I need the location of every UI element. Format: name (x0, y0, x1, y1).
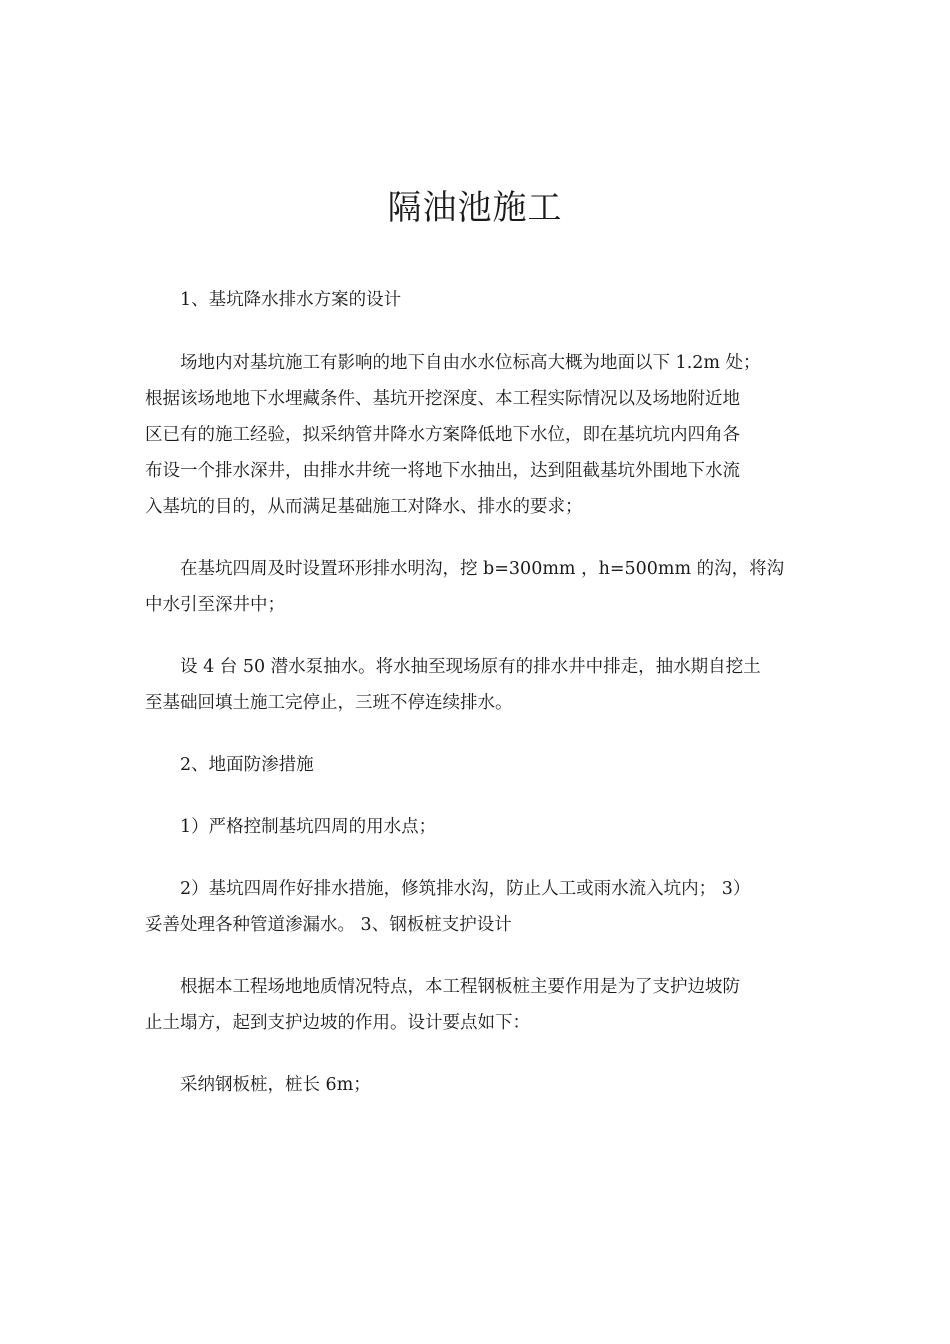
paragraph-line: 根据本工程场地地质情况特点，本工程钢板桩主要作用是为了支护边坡防 (180, 977, 740, 997)
paragraph-line: 中水引至深井中； (145, 595, 285, 615)
document-body (145, 282, 805, 1129)
paragraph-line: 设 4 台 50 潜水泵抽水。将水抽至现场原有的排水井中排走，抽水期自挖土 (180, 657, 761, 677)
paragraph-line: 区已有的施工经验，拟采纳管井降水方案降低地下水位，即在基坑坑内四角各 (145, 425, 740, 445)
paragraph-line: 场地内对基坑施工有影响的地下自由水水位标高大概为地面以下 1.2m 处； (180, 353, 761, 373)
paragraph-line: 在基坑四周及时设置环形排水明沟，挖 b=300mm ，h=500mm 的沟，将沟 (180, 559, 785, 579)
paragraph (145, 747, 805, 783)
paragraph (145, 282, 805, 318)
paragraph (145, 1067, 805, 1103)
paragraph-line: 1、基坑降水排水方案的设计 (180, 290, 402, 310)
paragraph (145, 345, 805, 525)
paragraph (145, 649, 805, 721)
paragraph (145, 809, 805, 845)
paragraph-line: 止土塌方，起到支护边坡的作用。设计要点如下： (145, 1013, 530, 1033)
paragraph-line: 1）严格控制基坑四周的用水点； (180, 817, 437, 837)
section-heading: 2、地面防渗措施 (180, 755, 314, 775)
paragraph-line: 2）基坑四周作好排水措施，修筑排水沟，防止人工或雨水流入坑内； 3） (180, 879, 751, 899)
paragraph (145, 551, 805, 623)
paragraph-line: 妥善处理各种管道渗漏水。 3、钢板桩支护设计 (145, 915, 512, 935)
paragraph-line: 至基础回填土施工完停止，三班不停连续排水。 (145, 693, 513, 713)
paragraph-line: 采纳钢板桩，桩长 6m； (180, 1075, 371, 1095)
paragraph-line: 入基坑的目的，从而满足基础施工对降水、排水的要求； (145, 497, 583, 517)
document-title: 隔油池施工 (387, 188, 563, 228)
paragraph (145, 969, 805, 1041)
paragraph-line: 根据该场地地下水埋藏条件、基坑开挖深度、本工程实际情况以及场地附近地 (145, 389, 740, 409)
paragraph (145, 871, 805, 943)
paragraph-line: 布设一个排水深井，由排水井统一将地下水抽出，达到阻截基坑外围地下水流 (145, 461, 740, 481)
